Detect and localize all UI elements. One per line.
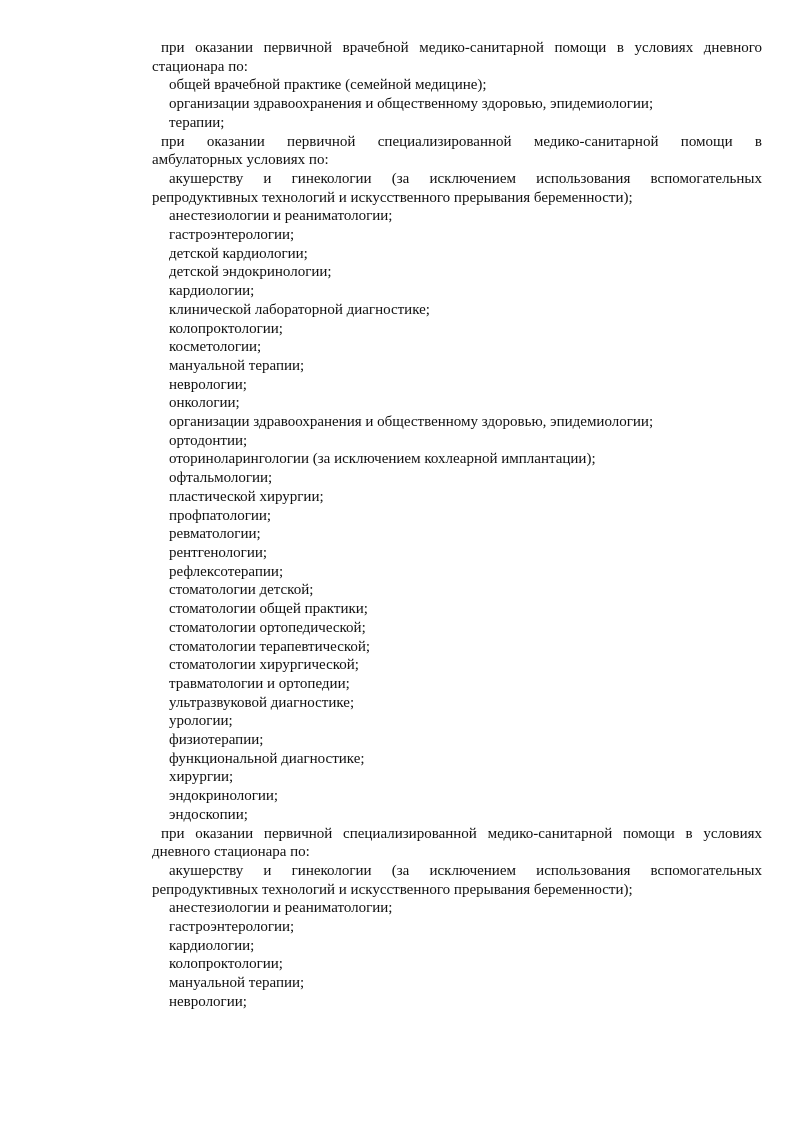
section-day-hospital-primary <box>152 39 762 133</box>
list-item: гастроэнтерологии; <box>169 919 295 936</box>
list-item: ортодонтии; <box>169 432 248 449</box>
list-item: ревматологии; <box>169 526 261 543</box>
list-item: физиотерапии; <box>169 732 264 749</box>
list-item: детской эндокринологии; <box>169 264 332 281</box>
list-item: терапии; <box>169 114 225 131</box>
section-items <box>152 899 762 1011</box>
section-heading-line: при оказании первичной врачебной медико-санитарной помощи в условиях дневного <box>161 40 762 56</box>
section-heading-line: стационара по: <box>152 58 248 75</box>
list-item: кардиологии; <box>169 283 255 300</box>
document-text <box>152 39 762 1012</box>
section-outpatient-specialized <box>152 133 762 825</box>
list-item: профпатологии; <box>169 507 272 524</box>
list-item: косметологии; <box>169 339 262 356</box>
list-item: акушерству и гинекологии (за исключением использования вспомогательных <box>169 170 762 187</box>
section-heading-line: дневного стационара по: <box>152 844 310 861</box>
list-item: ультразвуковой диагностике; <box>169 694 355 711</box>
section-heading-line: при оказании первичной специализированной медико-санитарной помощи в <box>161 133 762 150</box>
list-item: анестезиологии и реаниматологии; <box>169 900 393 917</box>
list-item: рентгенологии; <box>169 544 268 561</box>
list-item: офтальмологии; <box>169 470 273 487</box>
list-item: гастроэнтерологии; <box>169 227 295 244</box>
list-item: функциональной диагностике; <box>169 750 365 767</box>
section-heading-line: при оказании первичной специализированной медико-санитарной помощи в условиях <box>161 825 762 842</box>
list-item: колопроктологии; <box>169 320 283 337</box>
list-item: мануальной терапии; <box>169 357 305 374</box>
list-item: эндокринологии; <box>169 788 279 805</box>
section-day-hospital-specialized <box>152 825 762 1012</box>
list-item: стоматологии ортопедической; <box>169 619 366 636</box>
list-item: травматологии и ортопедии; <box>169 675 350 692</box>
list-item: неврологии; <box>169 993 247 1010</box>
list-item: мануальной терапии; <box>169 975 305 992</box>
list-item-continuation: репродуктивных технологий и искусственного прерывания беременности); <box>152 881 633 898</box>
list-item: общей врачебной практике (семейной медицине); <box>169 77 487 94</box>
list-item: стоматологии терапевтической; <box>169 638 371 655</box>
list-item: организации здравоохранения и общественному здоровью, эпидемиологии; <box>169 96 654 113</box>
list-item: урологии; <box>169 713 233 730</box>
list-item-continuation: репродуктивных технологий и искусственного прерывания беременности); <box>152 189 633 206</box>
list-item: колопроктологии; <box>169 956 283 973</box>
list-item: стоматологии детской; <box>169 582 314 599</box>
list-item: акушерству и гинекологии (за исключением использования вспомогательных <box>169 862 762 879</box>
list-item: стоматологии общей практики; <box>169 601 368 618</box>
list-item: организации здравоохранения и общественному здоровью, эпидемиологии; <box>169 414 654 431</box>
list-item: анестезиологии и реаниматологии; <box>169 208 393 225</box>
list-item: рефлексотерапии; <box>169 563 284 580</box>
list-item: стоматологии хирургической; <box>169 657 359 674</box>
list-item: оториноларингологии (за исключением кохлеарной имплантации); <box>169 451 596 468</box>
list-item: детской кардиологии; <box>169 245 308 262</box>
list-item: пластической хирургии; <box>169 488 324 505</box>
list-item: кардиологии; <box>169 937 255 954</box>
list-item: эндоскопии; <box>169 806 248 823</box>
list-item: неврологии; <box>169 376 247 393</box>
list-item: хирургии; <box>169 769 234 786</box>
section-items <box>152 207 762 824</box>
list-item: онкологии; <box>169 395 240 412</box>
list-item: клинической лабораторной диагностике; <box>169 301 430 318</box>
section-heading-line: амбулаторных условиях по: <box>152 152 329 169</box>
section-items <box>152 76 762 132</box>
